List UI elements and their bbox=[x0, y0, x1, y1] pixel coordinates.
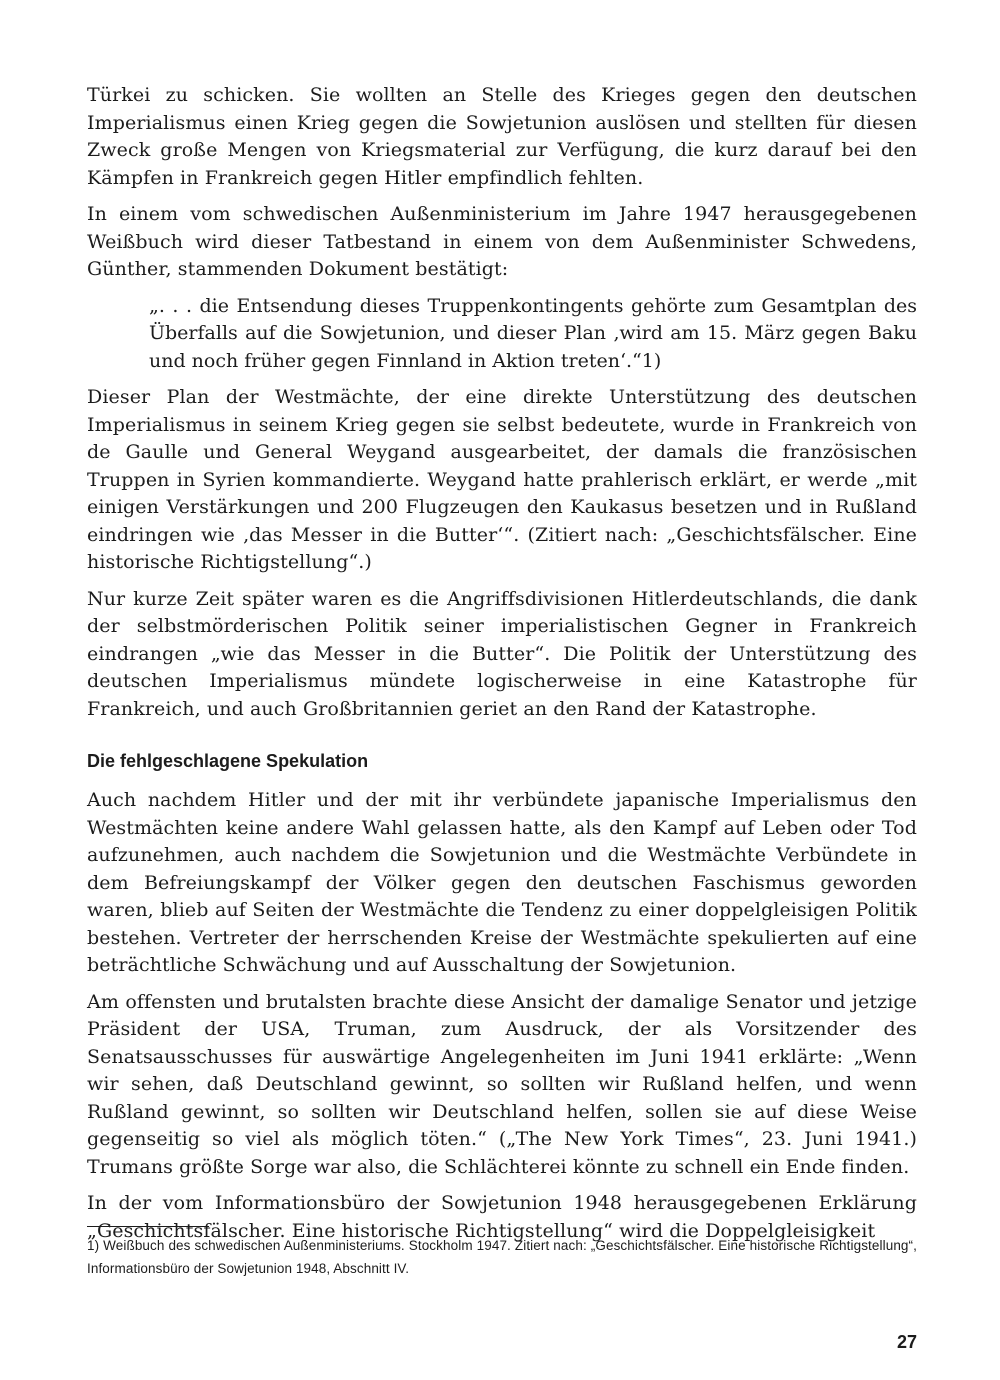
main-text-column bbox=[87, 82, 917, 1254]
block-quote: „. . . die Entsendung dieses Truppenkontingents gehörte zum Gesamtplan des Überfalls auf die Sowjetunion, und dieser Plan ‚wird am 15. März gegen Baku und noch früher gegen Finnland in Aktion treten‘.“1) bbox=[149, 294, 917, 372]
paragraph-4: Nur kurze Zeit später waren es die Angriffsdivisionen Hitlerdeutschlands, die dank der selbstmörderischen Politik seiner imperialistischen Gegner in Frankreich eindrangen „wie das Messer in die Butter“. Die Politik der Unterstützung des deutschen Imperialismus mündete logischerweise in eine Katastrophe für Frankreich, und auch Großbritannien geriet an den Rand der Katastrophe. bbox=[87, 587, 917, 720]
page-number: 27 bbox=[896, 1332, 917, 1352]
paragraph-2: In einem vom schwedischen Außenministerium im Jahre 1947 herausgegebenen Weißbuch wird dieser Tatbestand in einem von dem Außenminister Schwedens, Günther, stammenden Dokument bestätigt: bbox=[87, 203, 917, 280]
paragraph-7: In der vom Informationsbüro der Sowjetunion 1948 herausgegebenen Erklärung „Geschichtsfälscher. Eine historische Richtigstellung“ wird die Doppelgleisigkeit bbox=[87, 1192, 917, 1242]
footnote: 1) Weißbuch des schwedischen Außenministeriums. Stockholm 1947. Zitiert nach: „Geschichtsfälscher. Eine historische Richtigstellung“, Informationsbüro der Sowjetunion 1948, Abschnitt IV. bbox=[87, 1238, 917, 1276]
paragraph-3: Dieser Plan der Westmächte, der eine direkte Unterstützung des deutschen Imperialismus in seinem Krieg gegen sie selbst bedeutete, wurde in Frankreich von de Gaulle und General Weygand ausgearbeitet, der damals die französischen Truppen in Syrien kommandierte. Weygand hatte prahlerisch erklärt, er werde „mit einigen Verstärkungen und 200 Flugzeugen den Kaukasus besetzen und in Rußland eindringen wie ‚das Messer in die Butter‘“. (Zitiert nach: „Geschichtsfälscher. Eine historische Richtigstellung“.) bbox=[87, 386, 917, 573]
paragraph-6: Am offensten und brutalsten brachte diese Ansicht der damalige Senator und jetzige Präsident der USA, Truman, zum Ausdruck, der als Vorsitzender des Senatsausschusses für auswärtige Angelegenheiten im Juni 1941 erklärte: „Wenn wir sehen, daß Deutschland gewinnt, so sollten wir Rußland helfen, und wenn Rußland gewinnt, so sollten wir Deutschland helfen, sollen sie auf diese Weise gegenseitig so viel als möglich töten.“ („The New York Times“, 23. Juni 1941.) Trumans größte Sorge war also, die Schlächterei könnte zu schnell ein Ende finden. bbox=[87, 990, 917, 1178]
paragraph-1: Türkei zu schicken. Sie wollten an Stelle des Krieges gegen den deutschen Imperialismus einen Krieg gegen die Sowjetunion auslösen und stellten für diesen Zweck große Mengen von Kriegsmaterial zur Verfügung, die kurz darauf bei den Kämpfen in Frankreich gegen Hitler empfindlich fehlten. bbox=[87, 84, 917, 189]
paragraph-5: Auch nachdem Hitler und der mit ihr verbündete japanische Imperialismus den Westmächten keine andere Wahl gelassen hatte, als den Kampf auf Leben oder Tod aufzunehmen, auch nachdem die Sowjetunion und die Westmächte Verbündete in dem Befreiungskampf der Völker gegen den deutschen Faschismus geworden waren, blieb auf Seiten der Westmächte die Tendenz zu einer doppelgleisigen Politik bestehen. Vertreter der herrschenden Kreise der Westmächte spekulierten auf eine beträchtliche Schwächung und auf Ausschaltung der Sowjetunion. bbox=[87, 789, 917, 976]
section-heading: Die fehlgeschlagene Spekulation bbox=[87, 751, 369, 771]
footnote-divider bbox=[87, 1226, 209, 1227]
